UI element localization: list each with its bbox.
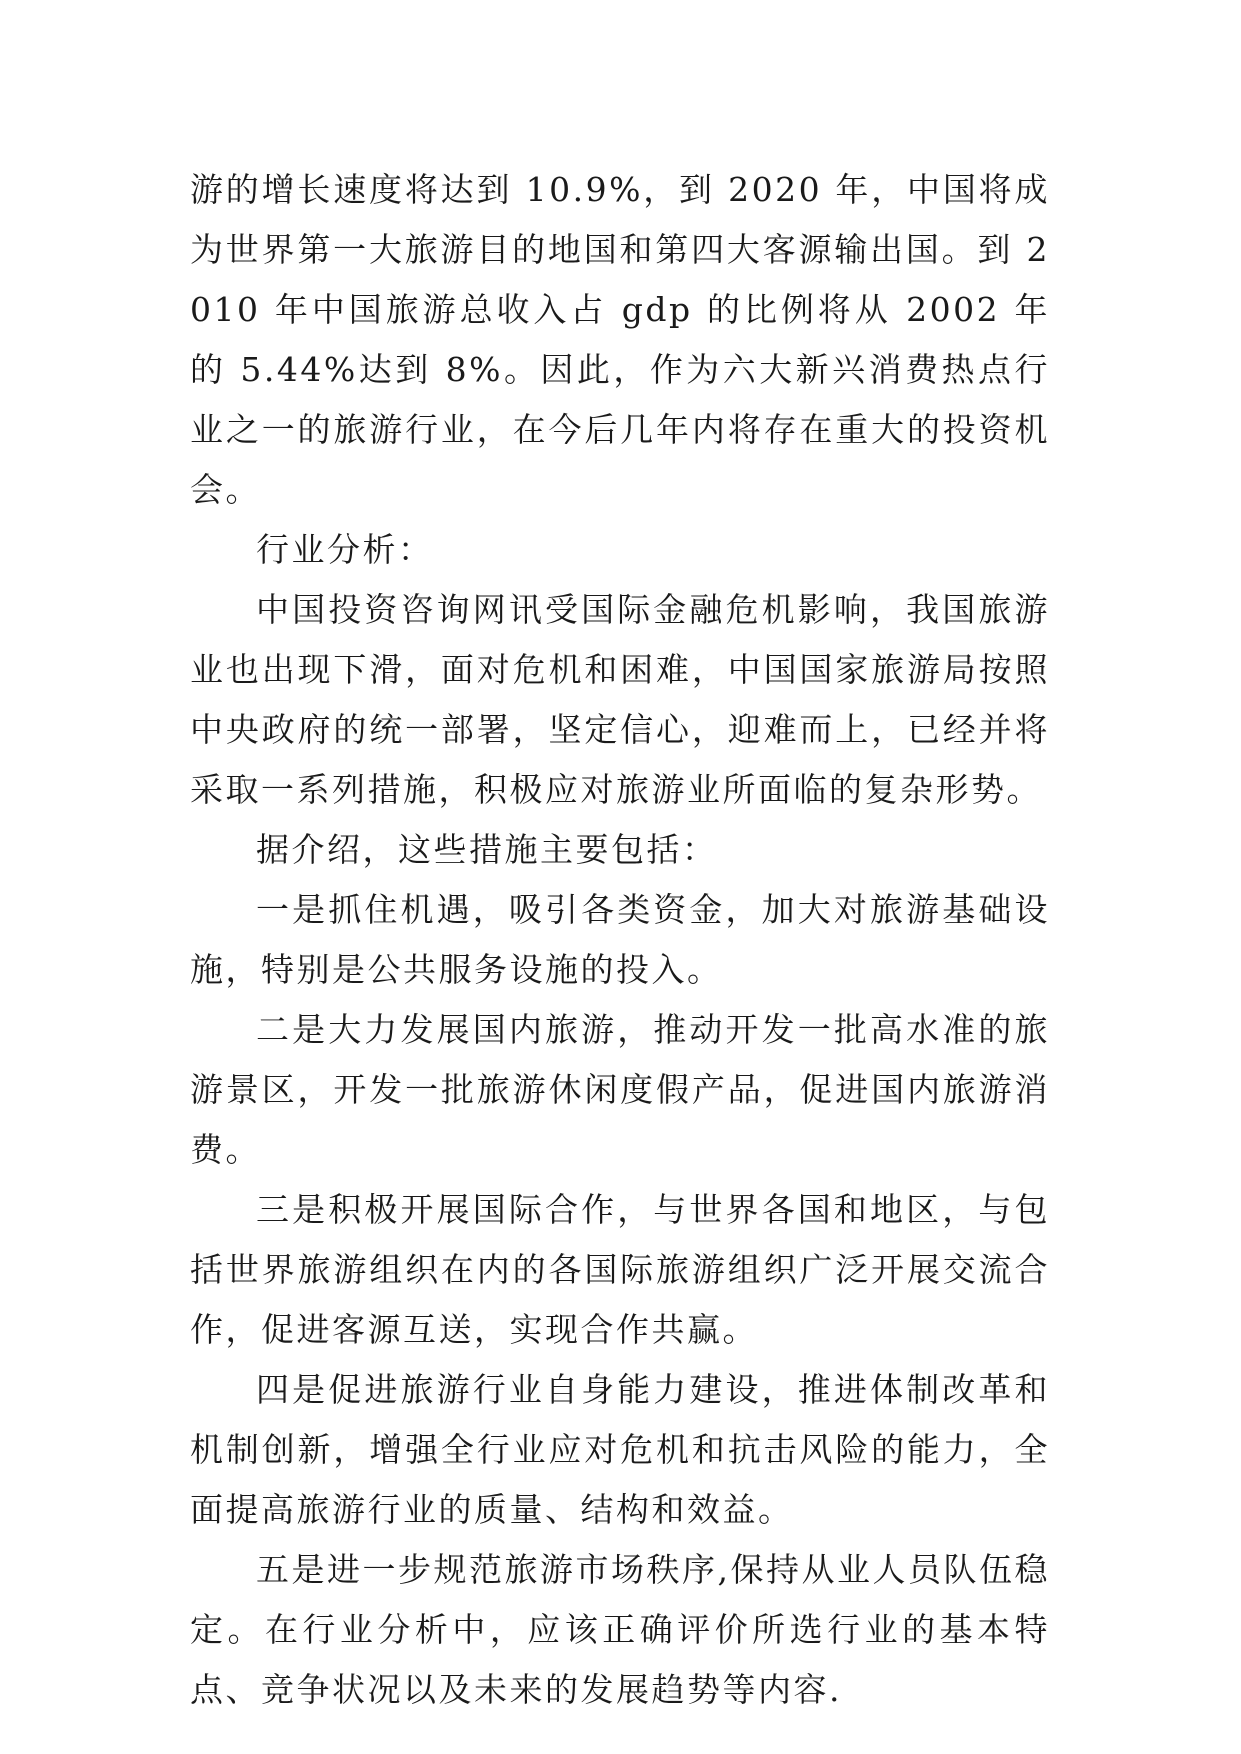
paragraph-growth-forecast: 游的增长速度将达到 10.9%，到 2020 年，中国将成为世界第一大旅游目的地国和第四大客源输出国。到 2010 年中国旅游总收入占 gdp 的比例将从 2002 年的 5.44%达到 8%。因此，作为六大新兴消费热点行业之一的旅游行业，在今后几年内将存在重大的投资机会。 bbox=[190, 170, 1050, 509]
paragraph-measure-five: 五是进一步规范旅游市场秩序,保持从业人员队伍稳定。在行业分析中，应该正确评价所选行业的基本特点、竞争状况以及未来的发展趋势等内容. bbox=[190, 1550, 1050, 1709]
paragraph-measures-intro: 据介绍，这些措施主要包括： bbox=[256, 830, 718, 869]
paragraph-measure-three: 三是积极开展国际合作，与世界各国和地区，与包括世界旅游组织在内的各国际旅游组织广泛开展交流合作，促进客源互送，实现合作共赢。 bbox=[190, 1190, 1050, 1349]
paragraph-measure-two: 二是大力发展国内旅游，推动开发一批高水准的旅游景区，开发一批旅游休闲度假产品，促进国内旅游消费。 bbox=[190, 1010, 1050, 1169]
paragraph-measure-one: 一是抓住机遇，吸引各类资金，加大对旅游基础设施，特别是公共服务设施的投入。 bbox=[190, 890, 1050, 989]
paragraph-measure-four: 四是促进旅游行业自身能力建设，推进体制改革和机制创新，增强全行业应对危机和抗击风险的能力，全面提高旅游行业的质量、结构和效益。 bbox=[190, 1370, 1050, 1529]
heading-industry-analysis: 行业分析： bbox=[256, 530, 434, 569]
paragraph-crisis-response: 中国投资咨询网讯受国际金融危机影响，我国旅游业也出现下滑，面对危机和困难，中国国家旅游局按照中央政府的统一部署，坚定信心，迎难而上，已经并将采取一系列措施，积极应对旅游业所面临的复杂形势。 bbox=[190, 590, 1050, 809]
document-body bbox=[190, 160, 1050, 1720]
